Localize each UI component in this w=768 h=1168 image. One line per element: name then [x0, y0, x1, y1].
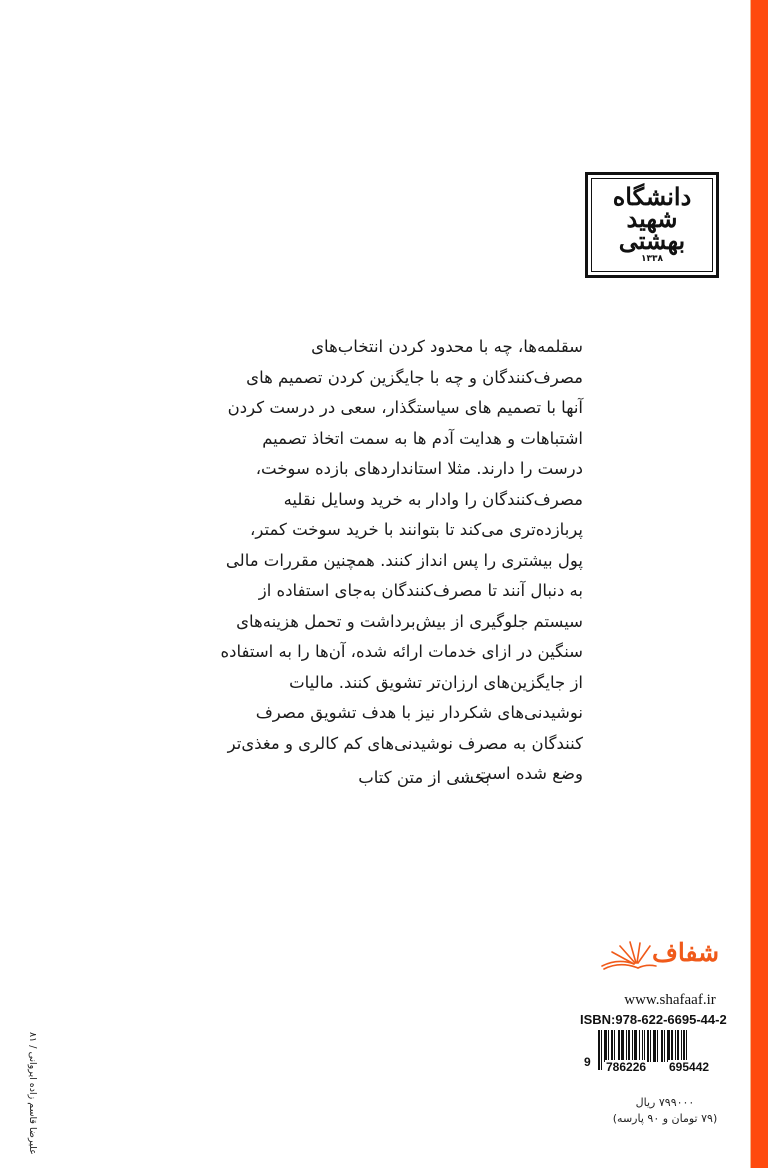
logo-line-2: شهید: [626, 204, 678, 233]
university-logo: [585, 172, 719, 278]
excerpt-line: آنها با تصمیم های سیاستگذار، سعی در درست کردن: [227, 398, 583, 417]
publisher-url[interactable]: www.shafaaf.ir: [624, 992, 716, 1008]
isbn-label: ISBN:978-622-6695-44-2: [580, 1012, 727, 1027]
book-excerpt: [220, 332, 583, 790]
excerpt-line: سقلمه‌ها، چه با محدود کردن انتخاب‌های: [311, 337, 583, 356]
excerpt-line: نوشیدنی‌های شکردار نیز با هدف تشویق مصرف: [255, 703, 583, 722]
excerpt-line: اشتباهات و هدایت آدم ها به سمت اتخاذ تصمیم: [262, 428, 583, 448]
publisher-logo: [590, 936, 730, 996]
publisher-name: شفاف: [652, 938, 720, 967]
excerpt-line: از جایگزین‌های ارزان‌تر تشویق کنند. مالیات: [289, 672, 583, 692]
excerpt-line: سنگین در ازای خدمات ارائه شده، آن‌ها را به استفاده: [220, 642, 583, 661]
excerpt-line: پول بیشتری را پس انداز کنند. همچنین مقررات مالی: [225, 550, 583, 570]
logo-line-3: بهشتی: [618, 226, 686, 255]
barcode-first-digit: 9: [584, 1055, 591, 1069]
open-book-icon: [598, 940, 660, 970]
logo-line-1: دانشگاه: [612, 182, 692, 211]
barcode-right-digits: 695442: [669, 1060, 710, 1074]
excerpt-line: پربازده‌تری می‌کند تا بتوانند با خرید سوخت کمتر،: [250, 520, 583, 539]
excerpt-line: کنندگان به مصرف نوشیدنی‌های کم کالری و مغذی‌تر: [227, 733, 583, 753]
price-block: [590, 1095, 740, 1127]
price-rial: ۷۹۹۰۰۰ ریال: [635, 1096, 695, 1109]
barcode-left-digits: 786226: [606, 1060, 647, 1074]
excerpt-line: وضع شده است ...: [455, 764, 583, 783]
book-spine: [750, 0, 768, 1168]
cover-design-credit: علیرضا قاسم زاده ایروانی / ۸۱: [27, 1032, 38, 1155]
excerpt-line: درست را دارند. مثلا استانداردهای بازده سوخت،: [255, 459, 583, 478]
excerpt-line: به دنبال آنند تا مصرف‌کنندگان به‌جای استفاده از: [258, 581, 583, 600]
excerpt-source: بخشی از متن کتاب: [358, 768, 490, 787]
price-toman: (۷۹ تومان و ۹۰ پارسه): [612, 1112, 718, 1125]
excerpt-line: مصرف‌کنندگان و چه با جایگزین کردن تصمیم های: [246, 367, 583, 387]
excerpt-line: مصرف‌کنندگان را وادار به خرید وسایل نقلیه: [283, 489, 583, 509]
logo-year: ۱۳۳۸: [641, 254, 663, 264]
excerpt-line: سیستم جلوگیری از بیش‌برداشت و تحمل هزینه‌های: [236, 611, 583, 631]
